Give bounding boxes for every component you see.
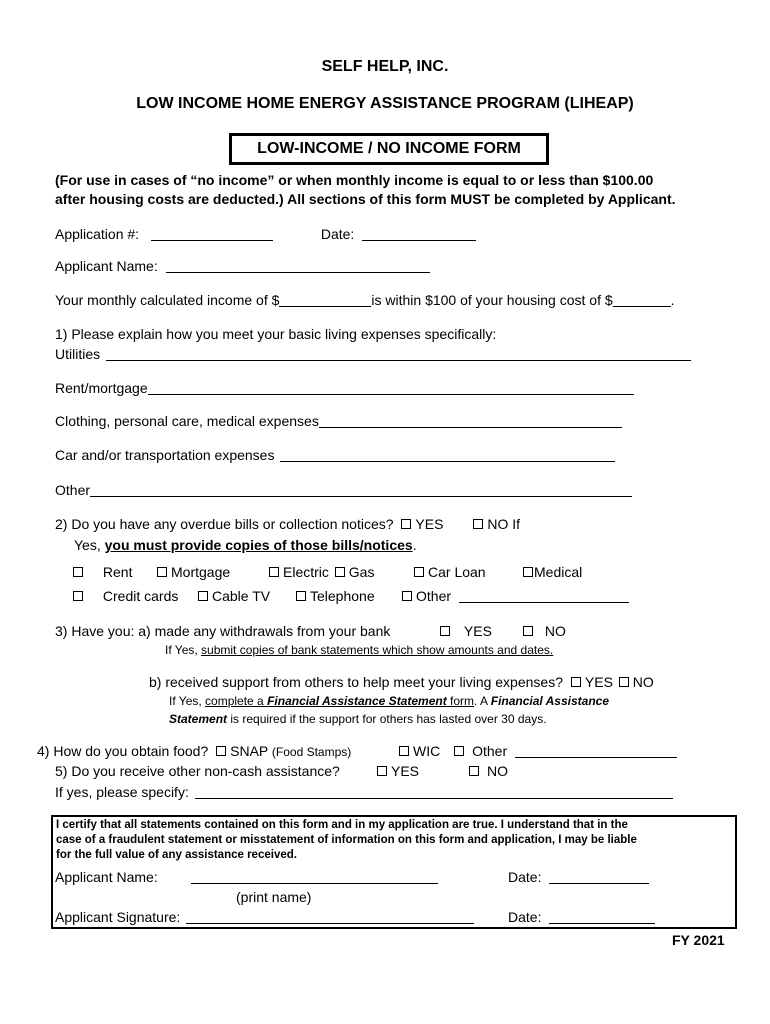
- utilities-label: Utilities: [55, 346, 101, 362]
- q5-row: [55, 763, 340, 779]
- option-mortgage: Mortgage: [171, 564, 231, 580]
- q3a-no-checkbox[interactable]: [523, 626, 533, 636]
- q3a-row: [55, 623, 390, 639]
- q5-yes-group: [377, 763, 419, 779]
- other-expenses-field[interactable]: [90, 484, 632, 497]
- q3b-row: [149, 674, 654, 690]
- q2-options-row-1: [73, 564, 132, 580]
- fiscal-year: FY 2021: [672, 932, 725, 948]
- other-label: Other: [55, 482, 91, 498]
- food-other-checkbox[interactable]: [454, 746, 464, 756]
- q3b-note-mid: . A: [474, 694, 491, 708]
- cert-date-field-1[interactable]: [549, 871, 649, 884]
- cable-tv-checkbox[interactable]: [198, 591, 208, 601]
- cert-date-group-1: [508, 869, 649, 885]
- mortgage-checkbox[interactable]: [157, 567, 167, 577]
- q5-no-label: NO: [487, 763, 508, 779]
- q5-no-checkbox[interactable]: [469, 766, 479, 776]
- q2-options-row-2: [73, 588, 178, 604]
- option-mortgage-group: [157, 564, 230, 580]
- q3a-yes-group: [440, 623, 492, 639]
- q3b-note-tail: is required if the support for others has lasted over 30 days.: [227, 712, 547, 726]
- q3b-yes-checkbox[interactable]: [571, 677, 581, 687]
- q2-followup-suffix: .: [412, 537, 417, 553]
- q2-no-label: NO If: [487, 516, 520, 532]
- cert-text-3: for the full value of any assistance received.: [56, 849, 297, 861]
- q3b-note-bold-1: Financial Assistance: [490, 694, 610, 708]
- q3b-note-line-2: [169, 712, 547, 726]
- q5-specify-field[interactable]: [195, 786, 673, 799]
- q5-specify-label: If yes, please specify:: [55, 784, 189, 800]
- q5-no-group: [469, 763, 508, 779]
- car-row: [55, 447, 615, 463]
- utilities-row: [55, 346, 691, 362]
- q2-followup: [74, 537, 417, 553]
- q3b-note-link: [205, 694, 474, 708]
- option-carloan-group: [414, 564, 486, 580]
- applicant-name-label: Applicant Name:: [55, 258, 158, 274]
- cert-name-label: Applicant Name:: [55, 869, 158, 885]
- other-row: [55, 482, 632, 498]
- q3b-note-bold-2: Statement: [169, 712, 228, 726]
- rent-label: Rent/mortgage: [55, 380, 148, 396]
- option-other-group: [402, 588, 629, 604]
- q3b-no-label: NO: [632, 674, 654, 690]
- q4-row: [37, 743, 351, 759]
- applicant-name-row: [55, 258, 430, 274]
- rent-field[interactable]: [148, 382, 634, 395]
- car-loan-checkbox[interactable]: [414, 567, 424, 577]
- q5-yes-label: YES: [391, 763, 420, 779]
- q3b-link-bold: Financial Assistance Statement: [267, 694, 447, 708]
- clothing-field[interactable]: [319, 415, 622, 428]
- telephone-checkbox[interactable]: [296, 591, 306, 601]
- q3a-no-group: [523, 623, 566, 639]
- option-gas: Gas: [348, 564, 375, 580]
- q2-row: [55, 516, 520, 532]
- option-electric-group: [269, 564, 374, 580]
- cert-text-1: I certify that all statements contained on this form and in my application are true. I understand that in the: [56, 819, 628, 831]
- org-name: SELF HELP, INC.: [321, 58, 449, 75]
- q3a-note: [165, 643, 553, 657]
- cert-date-group-2: [508, 909, 655, 925]
- q3a-yes-label: YES: [463, 623, 492, 639]
- option-rent: Rent: [102, 564, 133, 580]
- gas-checkbox[interactable]: [335, 567, 345, 577]
- cert-date-label-2: Date:: [508, 909, 542, 925]
- q4-prompt: 4) How do you obtain food?: [37, 743, 209, 759]
- q5-yes-checkbox[interactable]: [377, 766, 387, 776]
- snap-checkbox[interactable]: [216, 746, 226, 756]
- cert-date-label-1: Date:: [508, 869, 542, 885]
- q5-prompt: 5) Do you receive other non-cash assistance?: [55, 763, 340, 779]
- applicant-name-field[interactable]: [166, 260, 430, 273]
- housing-cost-field[interactable]: [613, 294, 671, 307]
- clothing-label: Clothing, personal care, medical expenses: [55, 413, 319, 429]
- q4-options: [399, 743, 677, 759]
- q3b-note-line-1: [169, 694, 609, 708]
- clothing-row: [55, 413, 622, 429]
- snap-note: (Food Stamps): [271, 745, 352, 759]
- application-label: Application #:: [55, 226, 140, 242]
- cert-date-field-2[interactable]: [549, 911, 655, 924]
- q3b-note-prefix: If Yes,: [169, 694, 206, 708]
- income-prefix: Your monthly calculated income of $: [55, 292, 280, 308]
- intro-line-2: after housing costs are deducted.) All sections of this form MUST be completed by Applicant.: [55, 191, 676, 207]
- utilities-field[interactable]: [106, 348, 691, 361]
- q2-followup-underlined: you must provide copies of those bills/notices: [104, 537, 413, 553]
- option-car-loan: Car Loan: [428, 564, 486, 580]
- q3a-prompt: 3) Have you: a) made any withdrawals from your bank: [55, 623, 391, 639]
- q2-prompt: 2) Do you have any overdue bills or collection notices?: [55, 516, 394, 532]
- wic-label: WIC: [413, 743, 441, 759]
- form-title-box: [229, 133, 549, 165]
- electric-checkbox[interactable]: [269, 567, 279, 577]
- credit-cards-checkbox[interactable]: [73, 591, 83, 601]
- q3b-prompt: b) received support from others to help meet your living expenses?: [149, 674, 563, 690]
- cert-name-row: [191, 869, 438, 887]
- cert-signature-field[interactable]: [186, 911, 474, 924]
- program-title: LOW INCOME HOME ENERGY ASSISTANCE PROGRAM (LIHEAP): [136, 95, 634, 112]
- date-label: Date:: [320, 226, 355, 242]
- income-amount-field[interactable]: [279, 294, 371, 307]
- q2-followup-prefix: Yes,: [74, 537, 105, 553]
- wic-checkbox[interactable]: [399, 746, 409, 756]
- q1-prompt: 1) Please explain how you meet your basic living expenses specifically:: [55, 326, 497, 342]
- rent-checkbox[interactable]: [73, 567, 83, 577]
- snap-label: SNAP: [230, 743, 268, 759]
- q3a-no-label: NO: [544, 623, 566, 639]
- option-cabletv-group: [198, 588, 270, 604]
- q3a-yes-checkbox[interactable]: [440, 626, 450, 636]
- q3a-note-prefix: If Yes,: [165, 643, 202, 657]
- food-other-label: Other: [472, 743, 508, 759]
- q3b-link-text-1: complete a: [205, 694, 268, 708]
- rent-row: [55, 380, 634, 396]
- form-title: LOW-INCOME / NO INCOME FORM: [257, 140, 521, 157]
- application-number-field[interactable]: [151, 228, 273, 241]
- date-field[interactable]: [362, 228, 476, 241]
- cert-name-field[interactable]: [191, 871, 438, 884]
- q5-specify-row: [55, 784, 673, 800]
- other-bill-field[interactable]: [459, 590, 629, 603]
- medical-checkbox[interactable]: [523, 567, 533, 577]
- option-medical: Medical: [534, 564, 583, 580]
- q3b-no-checkbox[interactable]: [619, 677, 629, 687]
- intro-line-1: (For use in cases of “no income” or when monthly income is equal to or less than $100.00: [55, 172, 654, 188]
- option-medical-group: [523, 564, 582, 580]
- cert-signature-label: Applicant Signature:: [55, 909, 181, 925]
- cert-print-name: (print name): [236, 889, 312, 905]
- income-suffix: .: [670, 292, 675, 308]
- q3a-note-underlined: submit copies of bank statements which show amounts and dates.: [201, 643, 554, 657]
- cert-text-2: case of a fraudulent statement or misstatement of information on this form and application, I may be liable: [56, 834, 637, 846]
- option-electric: Electric: [283, 564, 329, 580]
- option-telephone-group: [296, 588, 375, 604]
- option-cable-tv: Cable TV: [212, 588, 271, 604]
- option-other: Other: [416, 588, 452, 604]
- application-row: [55, 226, 476, 242]
- q3b-yes-label: YES: [584, 674, 613, 690]
- option-telephone: Telephone: [310, 588, 375, 604]
- cert-signature-row: [55, 909, 474, 925]
- option-credit-cards: Credit cards: [102, 588, 179, 604]
- q3b-link-text-2: form: [446, 694, 475, 708]
- other-bill-checkbox[interactable]: [402, 591, 412, 601]
- q2-no-checkbox[interactable]: [473, 519, 483, 529]
- food-other-field[interactable]: [515, 745, 677, 758]
- income-middle: is within $100 of your housing cost of $: [371, 292, 613, 308]
- q2-yes-label: YES: [415, 516, 444, 532]
- car-label: Car and/or transportation expenses: [55, 447, 275, 463]
- q2-yes-checkbox[interactable]: [401, 519, 411, 529]
- income-row: [55, 292, 675, 308]
- car-field[interactable]: [280, 449, 615, 462]
